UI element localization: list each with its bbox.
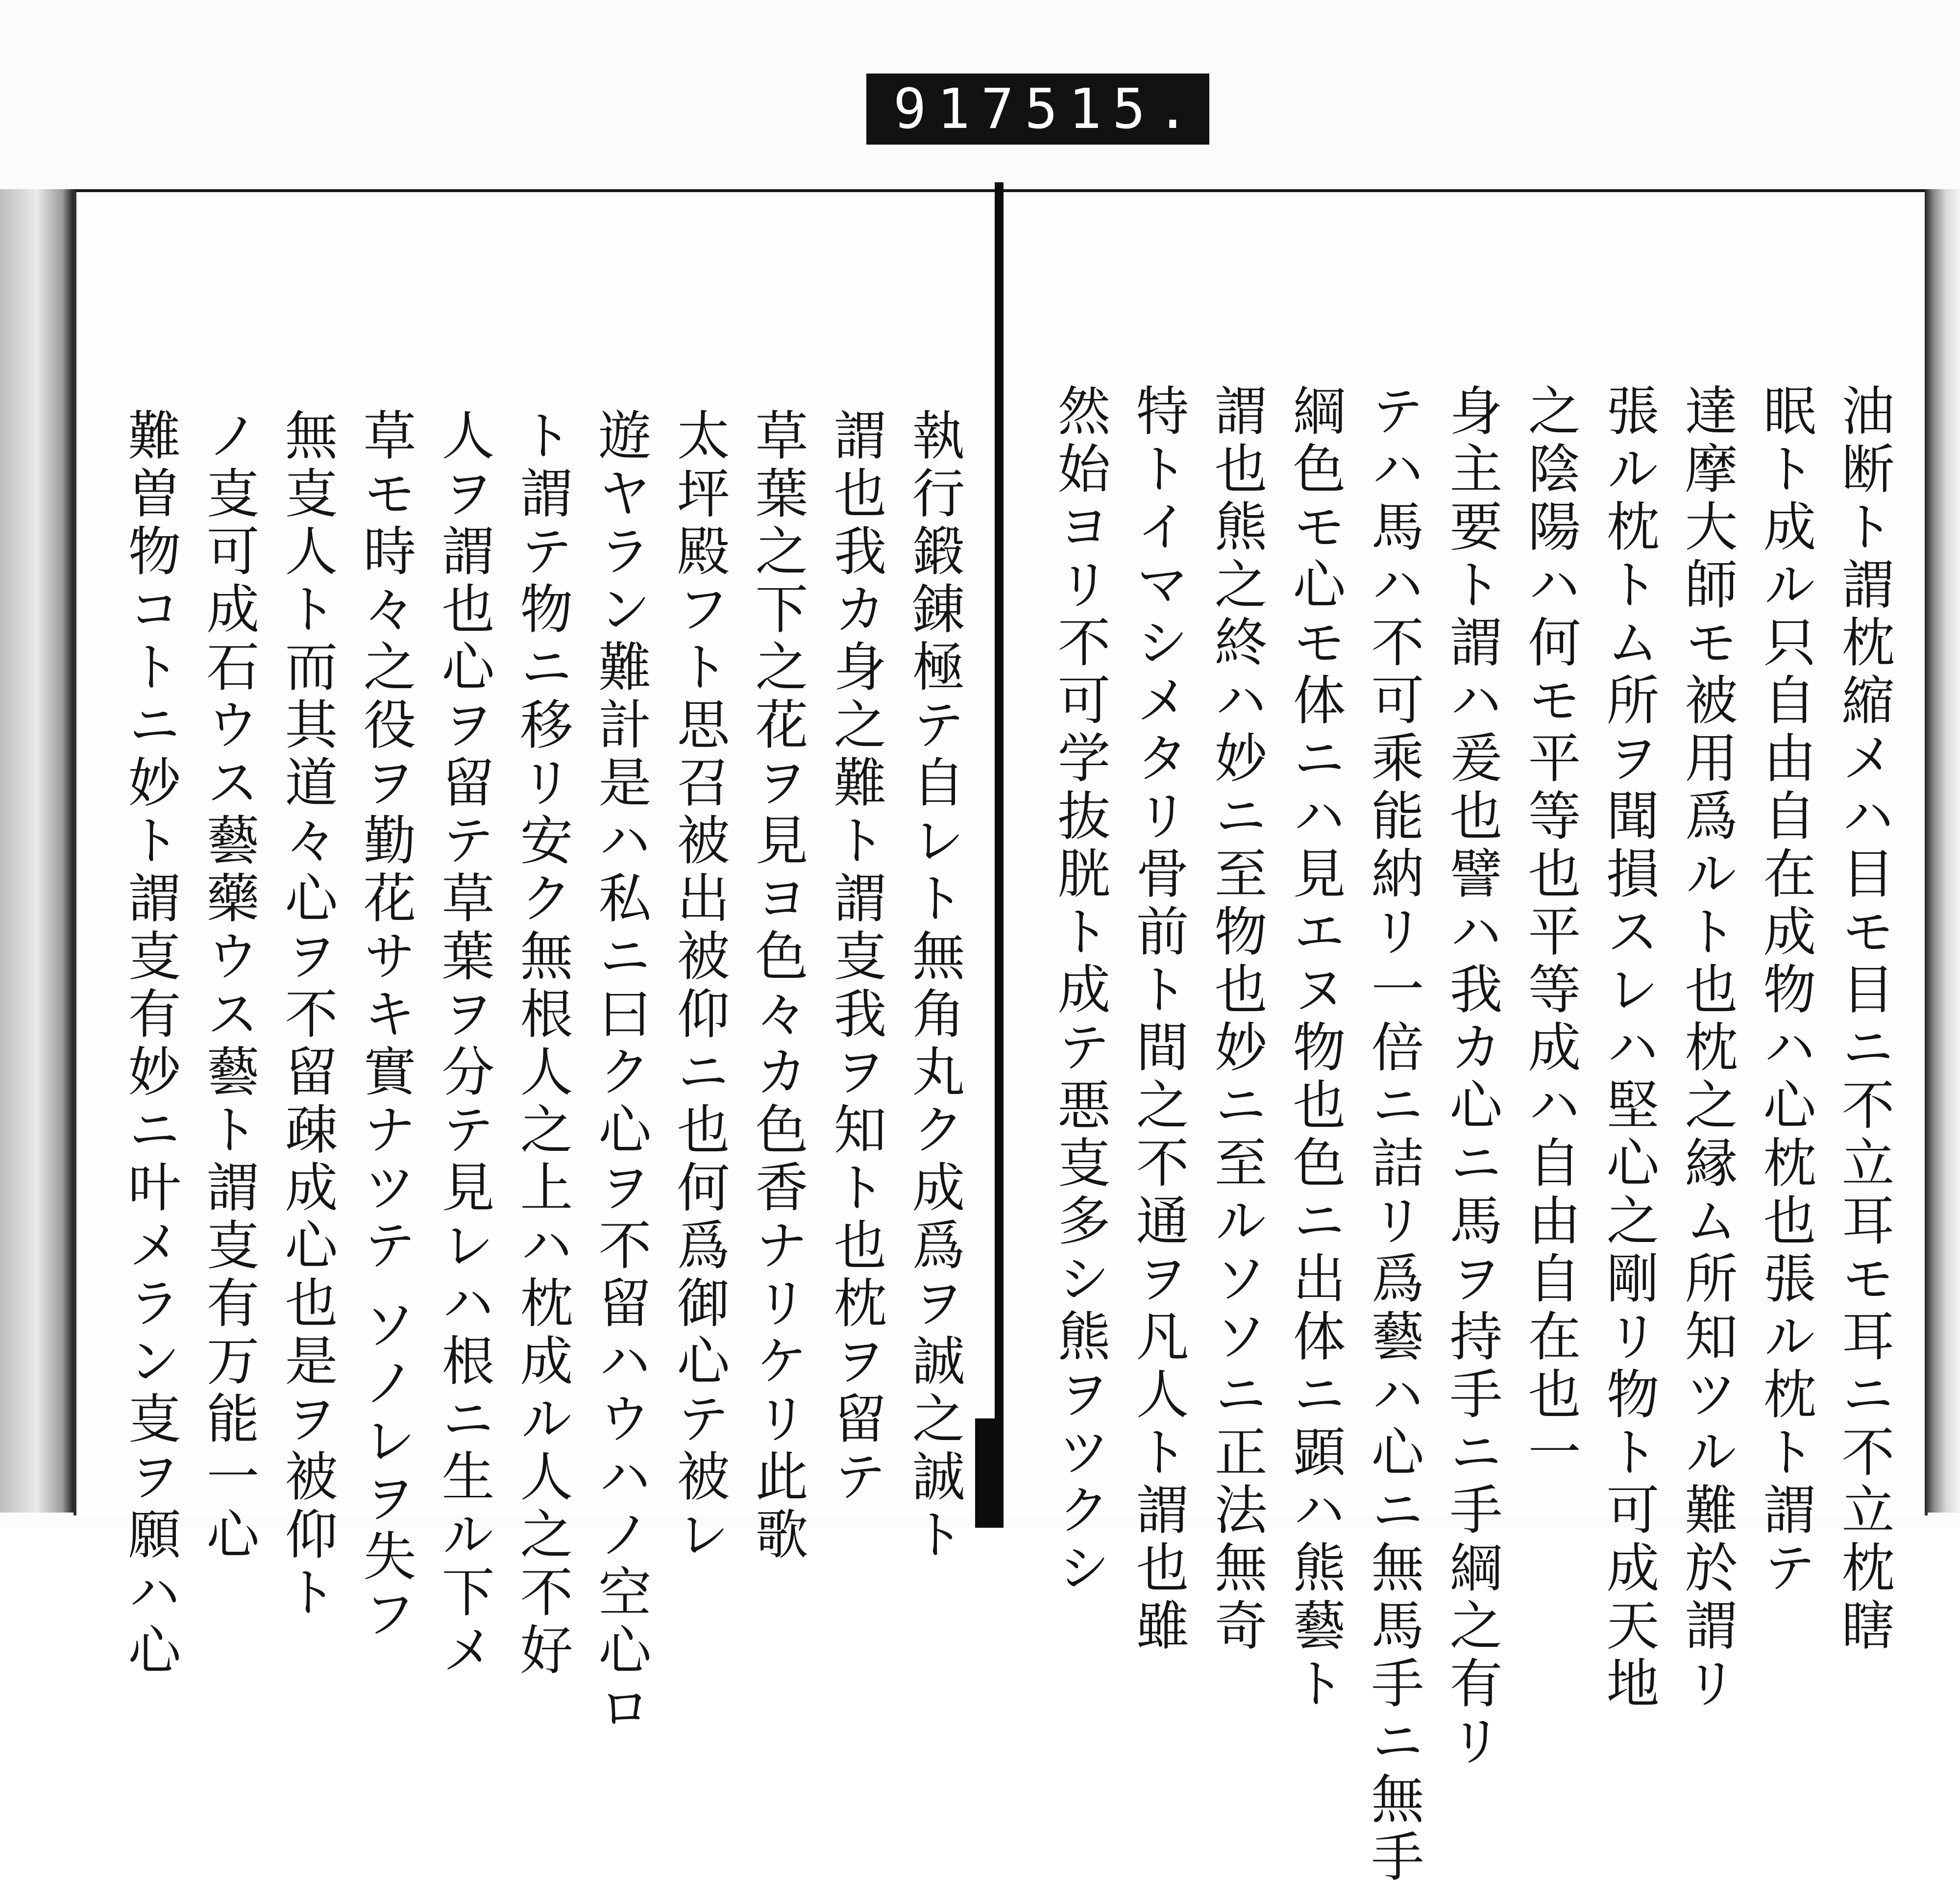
book-gutter-foot: [975, 1418, 1000, 1528]
text-column: 之陰陽ハ何モ平等也平等成ハ自由自在也一: [1519, 383, 1580, 1482]
text-column: 張ル枕トム所ヲ聞損スレハ堅心之剛リ物ト可成天地: [1597, 383, 1659, 1713]
open-book: [0, 182, 1960, 1887]
text-column: 人ヲ謂也心ヲ留テ草葉ヲ分テ見レハ根ニ生ル下メ: [433, 408, 494, 1680]
text-column: 謂也熊之終ハ妙ニ至物也妙ニ至ルソソニ正法無奇: [1205, 383, 1267, 1656]
text-column: 謂也我カ身之難ト謂㕝我ヲ知ト也枕ヲ留テ: [825, 408, 886, 1507]
book-gutter: [995, 182, 1004, 1528]
text-column: ノ㕝可成石ウス藝藥ウス藝ト謂㕝有万能一心: [197, 408, 259, 1564]
archive-number-left: 917: [893, 77, 1025, 141]
text-column: 達摩大師モ被用爲ルト也枕之縁ム所知ツル難於謂リ: [1676, 383, 1737, 1713]
text-column: テハ馬ハ不可乘能納リ一倍ニ詰リ爲藝ハ心ニ無馬手ニ無手: [1362, 383, 1423, 1887]
left-page: [74, 189, 998, 1738]
text-column: 眠ト成ル只自由自在成物ハ心枕也張ル枕ト謂テ: [1754, 383, 1815, 1598]
right-page-edge: [1925, 189, 1960, 1513]
text-column: 身主要ト謂ハ爰也譬ハ我カ心ニ馬ヲ持手ニ手綱之有リ: [1441, 383, 1502, 1771]
text-column: 草葉之下之花ヲ見ヨ色々カ色香ナリケリ此歌: [746, 408, 808, 1564]
text-column: 遊ヤラン難計是ハ私ニ曰ク心ヲ不留ハウハノ空心ロ: [589, 408, 651, 1738]
text-column: 太坪殿フト思召被出被仰ニ也何爲御心テ被レ: [668, 408, 729, 1564]
text-column: 特トイマシメタリ骨前ト間之不通ヲ凡人ト謂也雖: [1127, 383, 1188, 1656]
archive-number-right: 515.: [1025, 77, 1200, 141]
text-column: 油断ト謂枕縮メハ目モ目ニ不立耳モ耳ニ不立枕瞎: [1833, 383, 1894, 1656]
text-column: 執行鍛錬極テ自レト無角丸ク成爲ヲ誠之誠ト: [903, 408, 964, 1564]
archive-label-plate: [866, 74, 1209, 145]
left-page-edge: [0, 189, 74, 1513]
right-page: [1004, 189, 1928, 1887]
text-column: 無㕝人ト而其道々心ヲ不留疎成心也是ヲ被仰ト: [276, 408, 337, 1622]
text-column: 草モ時々之役ヲ勤花サキ實ナツテ ソノレヲ失フ: [354, 408, 416, 1644]
text-column: ト謂テ物ニ移リ安ク無根人之上ハ枕成ル人之不好: [511, 408, 572, 1680]
text-column: 綱色モ心モ体ニハ見エヌ物也色ニ出体ニ顕ハ熊藝ト: [1284, 383, 1345, 1713]
text-column: 難曽物コトニ妙ト謂㕝有妙ニ叶メラン㕝ヲ願ハ心: [119, 408, 180, 1680]
text-column: 然始ヨリ不可学抜胱ト成テ悪㕝多シ熊ヲツクシ: [1049, 383, 1110, 1598]
